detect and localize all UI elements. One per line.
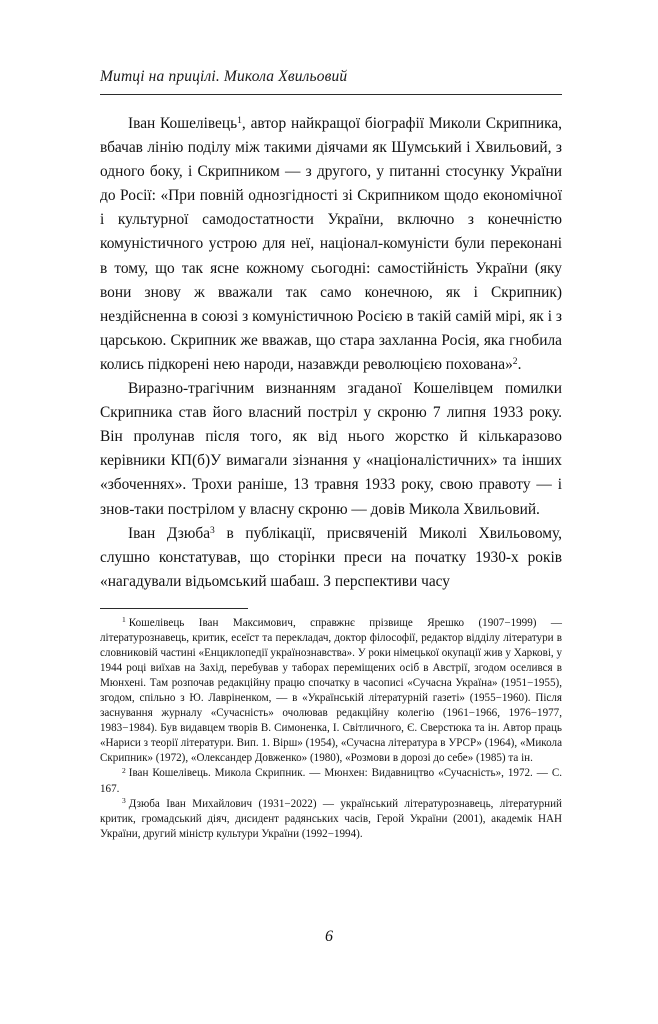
footnote-1 bbox=[100, 616, 562, 766]
footnote-text: Іван Кошелівець. Микола Скрипник. — Мюнхен: Видавництво «Сучасність», 1972. — С. 167. bbox=[100, 767, 562, 795]
running-head-title: Митці на прицілі. Микола Хвильовий bbox=[100, 68, 348, 85]
footnote-ref-1[interactable]: 1 bbox=[237, 114, 242, 126]
paragraph-dziuba bbox=[100, 522, 562, 594]
footnote-marker-1: 1 bbox=[122, 615, 126, 625]
body-text bbox=[100, 112, 562, 594]
footnote-text: Дзюба Іван Михайлович (1931−2022) — український літературознавець, літературний критик, громадський діяч, дисидент радянських часів, Герой України (2001), академік НАН України, другий міністр культури України (1992−1994). bbox=[100, 797, 562, 840]
paragraph-koshelivets bbox=[100, 112, 562, 377]
footnote-separator-rule bbox=[100, 608, 248, 609]
paragraph-vyrazno: Виразно-трагічним визнанням згаданої Кошелівцем помилки Скрипника став його власний постріл у скроню 7 липня 1933 року. Він пролунав після того, як від нього жорстко й кількаразово керівники КП(б)У вимагали зізнання у «націоналістичних» та інших «збоченнях». Трохи раніше, 13 травня 1933 року, свою правоту — і знов-таки пострілом у власну скроню — довів Микола Хвильовий. bbox=[100, 380, 562, 518]
paragraph-text-tail: . bbox=[517, 355, 522, 373]
running-head-rule bbox=[100, 94, 562, 95]
paragraph-text-lead: Іван Дзюба bbox=[128, 524, 211, 542]
footnote-2 bbox=[100, 766, 562, 796]
footnote-area bbox=[100, 608, 562, 842]
running-head bbox=[100, 68, 562, 86]
footnote-marker-2: 2 bbox=[122, 765, 126, 775]
footnote-text: Кошелівець Іван Максимович, справжнє прізвище Ярешко (1907−1999) — літературознавець, критик, есеїст та перекладач, доктор філософії, редактор відділу літератури в словниковій частині «Енциклопедії українознавства». У роки німецької окупації жив у Харкові, у 1944 році виїхав на Захід, перебував у таборах переміщених осіб в Австрії, згодом оселився в Мюнхені. Там розпочав редакційну працю спочатку в часописі «Сучасна Україна» (1951−1955), згодом, спільно з Ю. Лавріненком, — в «Українській літературній газеті» (1955−1960). Після заснування журналу «Сучасність» очолював редакційну колегію (1961−1966, 1976−1977, 1983−1984). Був видавцем творів В. Симоненка, І. Світличного, Є. Сверстюка та ін. Автор праць «Нариси з теорії літератури. Вип. 1. Вірш» (1954), «Сучасна література в УРСР» (1964), «Микола Скрипник» (1972), «Олександер Довженко» (1980), «Розмови в дорозі до себе» (1985) та ін. bbox=[100, 617, 562, 765]
page-folio bbox=[0, 928, 658, 946]
footnote-ref-3[interactable]: 3 bbox=[210, 524, 215, 536]
paragraph-text-main: , автор найкращої біографії Миколи Скрипника, вбачав лінію поділу між такими діячами як Шумський і Хвильовий, з одного боку, і Скрипником — з другого, у питанні стосунку України до Росії: «При повній однозгідності зі Скрипником щодо економічної і культурної самодостатности України, включно з конечністю комуністичного устрою для неї, націонал-комуністи були переконані в тому, що так ясне кожному сьогодні: самостійність України (яку вони знову ж вважали так само конечною, як і Скрипник) нездійсненна в союзі з комуністичною Росією в такій самій мірі, як і з царською. Скрипник же вважав, що стара захланна Росія, яка гнобила колись підкорені нею народи, назавжди революцією похована» bbox=[100, 115, 563, 373]
paragraph-text-main: в публікації, присвяченій Миколі Хвильовому, слушно констатував, що сторінки преси на початку 1930-х років «нагадували відьомський шабаш. З перспективи часу bbox=[100, 524, 562, 590]
footnote-ref-2[interactable]: 2 bbox=[512, 355, 518, 367]
footnote-3 bbox=[100, 797, 562, 842]
paragraph-text-lead: Іван Кошелівець bbox=[128, 115, 238, 132]
page-number: 6 bbox=[325, 928, 333, 945]
footnote-marker-3: 3 bbox=[122, 795, 126, 805]
